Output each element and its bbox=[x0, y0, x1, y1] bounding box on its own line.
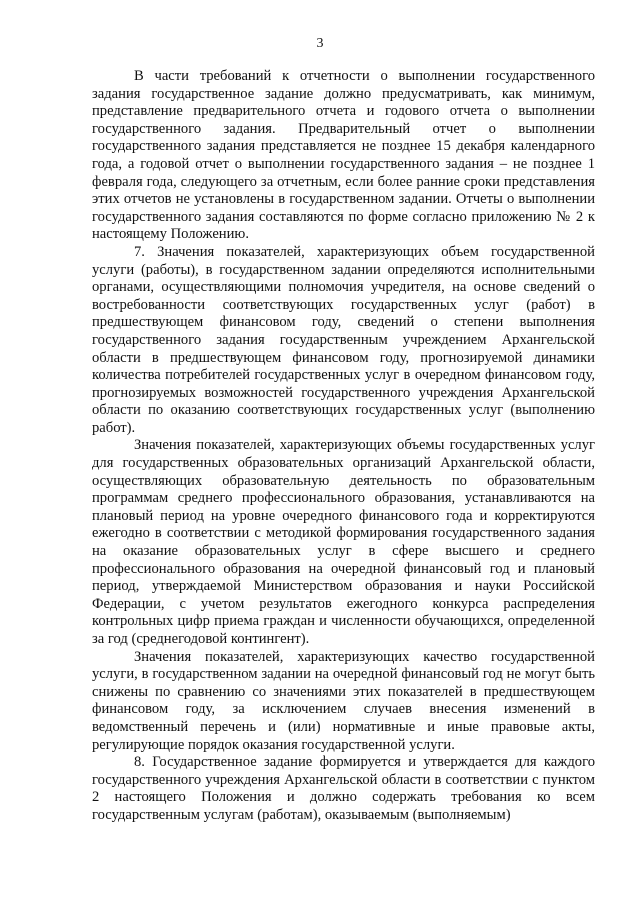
document-body bbox=[92, 68, 595, 825]
paragraph-item-8-state-task: 8. Государственное задание формируется и утверждается для каждого государственного учреждения Архангельской области в соответствии с пунктом 2 настоящего Положения и должно содержать требования ко всем государственным услугам (работам), оказываемым (выполняемым) bbox=[92, 754, 595, 823]
paragraph-item-7-volume-indicators: 7. Значения показателей, характеризующих объем государственной услуги (работы), в государственном задании определяются исполнительными органами, осуществляющими полномочия учредителя, на основе сведений о востребованности соответствующих государственных услуг (работ) в предшествующем финансовом году, сведений о степени выполнения государственного задания государственным учреждением Архангельской области в предшествующем финансовом году, прогнозируемой динамики количества потребителей государственных услуг в очередном финансовом году, прогнозируемых возможностей государственного учреждения Архангельской области по оказанию соответствующих государственных услуг (выполнению работ). bbox=[92, 243, 595, 436]
paragraph-quality-indicators: Значения показателей, характеризующих качество государственной услуги, в государственном задании на очередной финансовый год не могут быть снижены по сравнению со значениями этих показателей в предшествующем финансовом году, за исключением случаев внесения изменений в ведомственный перечень и (или) нормативные и иные правовые акты, регулирующие порядок оказания государственной услуги. bbox=[92, 648, 595, 753]
page-number: 3 bbox=[316, 36, 324, 51]
paragraph-education-service-volumes: Значения показателей, характеризующих объемы государственных услуг для государственных образовательных организаций Архангельской области, осуществляющих образовательную деятельность по образовательным программам среднего профессионального образования, устанавливаются на плановый период на уровне очередного финансового года и корректируются ежегодно в соответствии с методикой формирования государственного задания на оказание образовательных услуг в сфере высшего и среднего профессионального образования на очередной финансовый год и плановый период, утверждаемой Министерством образования и науки Российской Федерации, с учетом результатов ежегодного конкурса распределения контрольных цифр приема граждан и численности обучающихся, определенной за год (среднегодовой контингент). bbox=[92, 437, 595, 647]
paragraph-reporting-requirements: В части требований к отчетности о выполнении государственного задания государственное задание должно предусматривать, как минимум, представление предварительного отчета и годового отчета о выполнении государственного задания. Предварительный отчет о выполнении государственного задания представляется не позднее 15 декабря календарного года, а годовой отчет о выполнении государственного задания – не позднее 1 февраля года, следующего за отчетным, если более ранние сроки представления этих отчетов не установлены в государственном задании. Отчеты о выполнении государственного задания составляются по форме согласно приложению № 2 к настоящему Положению. bbox=[92, 68, 595, 243]
